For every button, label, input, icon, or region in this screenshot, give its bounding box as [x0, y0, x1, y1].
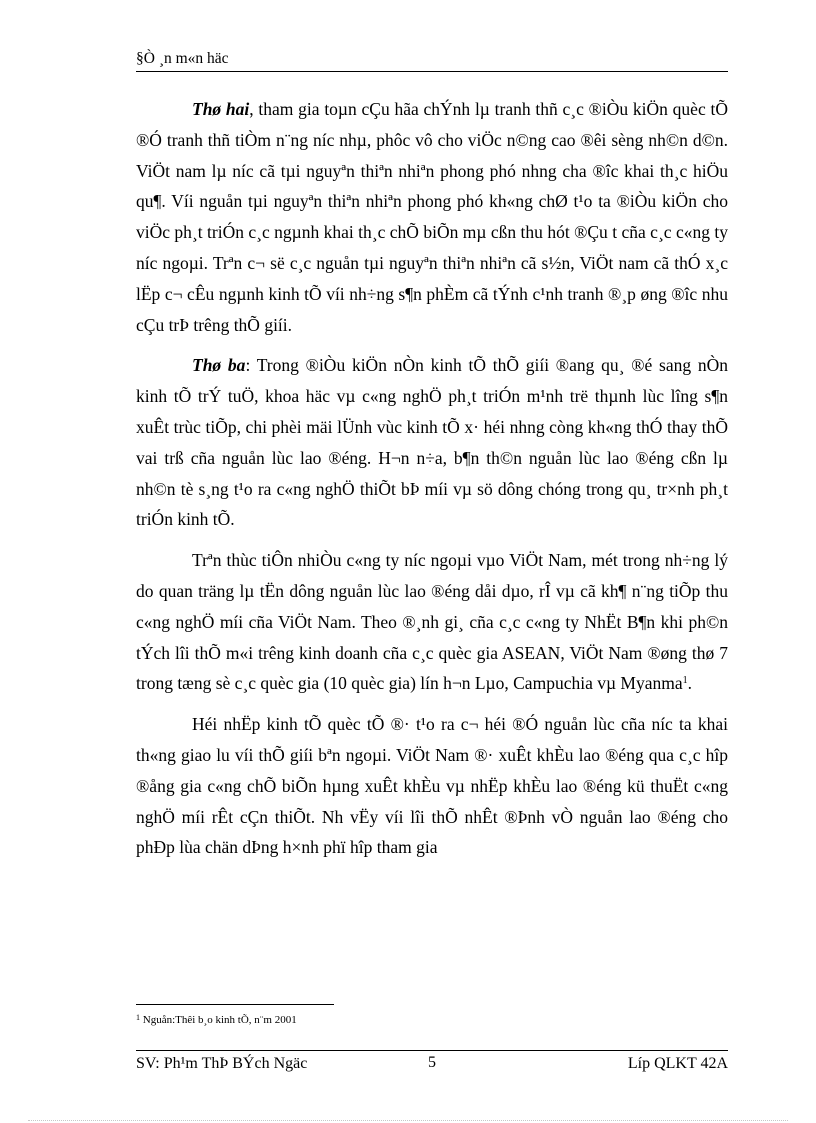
page-bottom-edge — [28, 1120, 788, 1121]
paragraph-hoi-nhap — [136, 709, 728, 863]
page-number: 5 — [428, 1054, 436, 1071]
page-header-title: §Ò ¸n m«n häc — [136, 50, 229, 67]
footnote-text: Nguån:Thêi b¸o kinh tÕ, n¨m 2001 — [140, 1014, 297, 1026]
paragraph-thuc-tien — [136, 545, 728, 699]
body-text — [136, 94, 728, 873]
paragraph-thu-ba — [136, 350, 728, 535]
footnote — [136, 1014, 297, 1026]
paragraph-thu-hai — [136, 94, 728, 340]
page-footer — [136, 1055, 728, 1077]
footer-author: SV: Ph¹m ThÞ BÝch Ngäc — [136, 1055, 308, 1072]
paragraph-lead: Thø ba — [192, 355, 246, 376]
footnote-mark: 1 — [136, 1013, 140, 1022]
header-divider — [136, 71, 728, 72]
paragraph-tail: . — [687, 673, 693, 694]
footer-divider — [136, 1050, 728, 1051]
footer-class: Líp QLKT 42A — [627, 1055, 728, 1072]
footnote-reference[interactable]: 1 — [682, 675, 688, 687]
paragraph-lead: Thø hai — [192, 99, 250, 119]
paragraph-text: Trªn thùc tiÔn nhiÒu c«ng ty níc ngoµi vµo ViÖt Nam, mét trong nh÷ng lý do quan träng lµ tËn dông nguån lùc lao ®éng dåi dµo, rÎ vµ cã kh¶ n¨ng tiÕp thu c«ng nghÖ míi cña ViÖt Nam. Theo ®¸nh gi¸ cña c¸c c«ng ty NhËt B¶n khi ph©n tÝch lîi thÕ m«i trêng kinh doanh cña c¸c quèc gia ASEAN, ViÖt Nam ®øng thø 7 trong tæng sè c¸c quèc gia (10 quèc gia) lín h¬n Lµo, Campuchia vµ Myanma — [136, 550, 728, 694]
paragraph-text: , tham gia toµn cÇu hãa chÝnh lµ tranh thñ c¸c ®iÒu kiÖn quèc tÕ ®Ó tranh thñ tiÒm n¨ng níc nhµ, phôc vô cho viÖc n©ng cao ®êi sèng nh©n d©n. ViÖt nam lµ níc cã tµi nguyªn thiªn nhiªn phong phó nhng cha ®îc khai th¸c hiÖu qu¶. Víi nguån tµi nguyªn thiªn nhiªn phong phó kh«ng chØ t¹o ta ®iÒu kiÖn cho viÖc ph¸t triÓn c¸c ngµnh khai th¸c chÕ biÕn mµ cßn thu hót ®Çu t cña c¸c c«ng ty níc ngoµi. Trªn c¬ së c¸c nguån tµi nguyªn thiªn nhiªn cã s½n, ViÖt nam cã thÓ x¸c lËp c¬ cÊu ngµnh kinh tÕ víi nh÷ng s¶n phÈm cã tÝnh c¹nh tranh ®¸p øng ®îc nhu cÇu trÞ trêng thÕ giíi. — [136, 99, 728, 335]
footnote-divider — [136, 1004, 334, 1005]
paragraph-text: Héi nhËp kinh tÕ quèc tÕ ®· t¹o ra c¬ héi ®Ó nguån lùc cña níc ta khai th«ng giao lu víi thÕ giíi bªn ngoµi. ViÖt Nam ®· xuÊt khÈu lao ®éng qua c¸c hîp ®ång gia c«ng chÕ biÕn hµng xuÊt khÈu vµ nhËp khÈu lao ®éng kü thuËt c«ng nghÖ míi rÊt cÇn thiÕt. Nh vËy víi lîi thÕ nhÊt ®Þnh vÒ nguån lao ®éng cho phÐp lùa chän dÞng h×nh phï hîp tham gia — [136, 714, 728, 858]
paragraph-text: : Trong ®iÒu kiÖn nÒn kinh tÕ thÕ giíi ®ang qu¸ ®é sang nÒn kinh tÕ trÝ tuÖ, khoa häc vµ c«ng nghÖ ph¸t triÓn m¹nh trë thµnh lùc lîng s¶n xuÊt trùc tiÕp, chi phèi mäi lÜnh vùc kinh tÕ x· héi nhng còng kh«ng thÓ thay thÕ vai trß cña nguån lùc lao ®éng. H¬n n÷a, b¶n th©n nguån lùc lao ®éng cßn lµ nh©n tè s¸ng t¹o ra c«ng nghÖ thiÕt bÞ míi vµ sö dông chóng trong qu¸ tr×nh ph¸t triÓn kinh tÕ. — [136, 355, 728, 530]
